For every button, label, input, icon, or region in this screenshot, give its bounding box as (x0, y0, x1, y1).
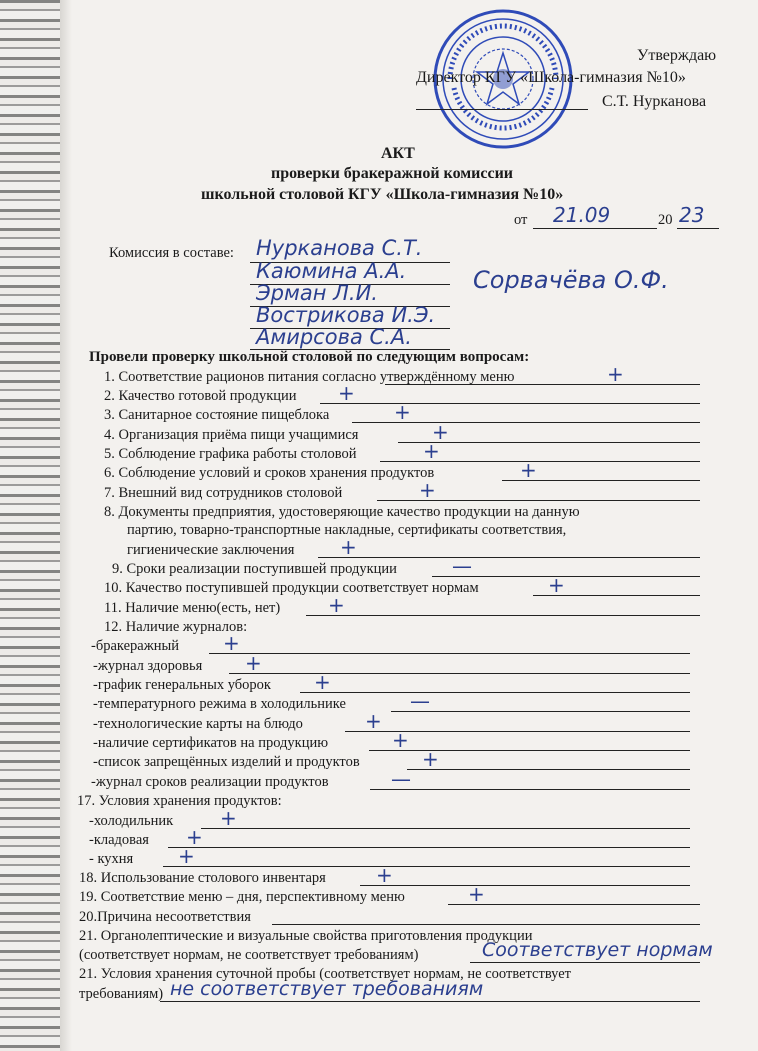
commission-member: Нурканова С.Т. (256, 236, 423, 260)
check-item-text: 20.Причина несоответствия (79, 909, 251, 925)
handwritten-answer: + (392, 728, 409, 752)
scan-edge (0, 0, 60, 1051)
answer-line (272, 924, 700, 925)
check-item-text: -список запрещённых изделий и продуктов (93, 754, 360, 770)
doc-title: АКТ (381, 145, 415, 162)
handwritten-answer: + (178, 844, 195, 868)
handwritten-answer: + (394, 400, 411, 424)
answer-line (163, 866, 690, 867)
check-item-text: требованиям) (79, 986, 164, 1002)
handwritten-answer: не соответствует требованиям (170, 978, 484, 1000)
check-item-text: -журнал сроков реализации продуктов (91, 774, 329, 790)
answer-line (370, 789, 690, 790)
signature-line (416, 109, 588, 110)
handwritten-answer: + (340, 535, 357, 559)
handwritten-answer: — (452, 554, 472, 578)
approval-director: Директор КГУ «Школа-гимназия №10» (416, 69, 686, 86)
date-prefix: от (514, 212, 528, 228)
commission-member-extra: Сорвачёва О.Ф. (473, 266, 669, 294)
handwritten-answer: — (410, 689, 430, 713)
handwritten-answer: + (422, 747, 439, 771)
check-item-text: -кладовая (89, 832, 149, 848)
intro-text: Провели проверку школьной столовой по следующим вопросам: (89, 349, 530, 365)
check-item-text: (соответствует нормам, не соответствует требованиям) (79, 947, 419, 963)
handwritten-answer: + (328, 593, 345, 617)
check-item-text: -журнал здоровья (93, 658, 203, 674)
handwritten-answer: + (314, 670, 331, 694)
handwritten-answer: + (423, 439, 440, 463)
check-item-text: -холодильник (89, 813, 174, 829)
check-item-text: 7. Внешний вид сотрудников столовой (104, 485, 343, 501)
check-item-text: -график генеральных уборок (93, 677, 271, 693)
check-item-text: -наличие сертификатов на продукцию (93, 735, 329, 751)
handwritten-answer: + (245, 651, 262, 675)
answer-line (369, 750, 690, 751)
check-item-text: -температурного режима в холодильнике (93, 696, 346, 712)
handwritten-answer: + (520, 458, 537, 482)
answer-line (407, 769, 690, 770)
commission-member: Вострикова И.Э. (256, 303, 436, 327)
answer-line (201, 828, 690, 829)
check-item-text: 8. Документы предприятия, удостоверяющие качество продукции на данную (104, 504, 580, 520)
commission-label: Комиссия в составе: (109, 245, 234, 261)
handwritten-answer: + (432, 420, 449, 444)
commission-member: Каюмина А.А. (256, 259, 407, 283)
approval-name: С.Т. Нурканова (602, 93, 707, 110)
date-year-prefix: 20 (658, 212, 673, 228)
handwritten-answer: + (186, 825, 203, 849)
handwritten-answer: + (223, 631, 240, 655)
check-item-text: 9. Сроки реализации поступившей продукции (112, 561, 397, 577)
answer-line (168, 847, 690, 848)
check-item-text: 3. Санитарное состояние пищеблока (104, 407, 330, 423)
check-item-text: 18. Использование столового инвентаря (79, 870, 326, 886)
answer-line (391, 711, 690, 712)
check-item-text: 21. Условия хранения суточной пробы (соответствует нормам, не соответствует (79, 966, 571, 982)
check-item-text: 1. Соответствие рационов питания согласно утверждённому меню (104, 369, 515, 385)
handwritten-answer: — (391, 767, 411, 791)
answer-line (448, 904, 700, 905)
handwritten-answer: + (607, 362, 624, 386)
handwritten-answer: + (220, 806, 237, 830)
check-item-text: -технологические карты на блюдо (93, 716, 303, 732)
answer-line (470, 962, 700, 963)
check-item-text: 21. Органолептические и визуальные свойства приготовления продукции (79, 928, 533, 944)
answer-line (300, 692, 690, 693)
answer-line (318, 557, 700, 558)
year-line (677, 228, 719, 229)
date-year: 23 (679, 203, 705, 227)
handwritten-answer: + (338, 381, 355, 405)
check-item-text: 19. Соответствие меню – дня, перспективному меню (79, 889, 405, 905)
check-item-text: партию, товарно-транспортные накладные, сертификаты соответствия, (127, 522, 567, 538)
check-item-text: гигиенические заключения (127, 542, 295, 558)
handwritten-answer: + (376, 863, 393, 887)
doc-subtitle-2: школьной столовой КГУ «Школа-гимназия №10» (201, 186, 564, 203)
check-item-text: 12. Наличие журналов: (104, 619, 248, 635)
check-item-text: -бракеражный (91, 638, 179, 654)
check-item-text: 2. Качество готовой продукции (104, 388, 297, 404)
scan-edge-shadow (60, 0, 72, 1051)
answer-line (209, 653, 690, 654)
check-item-text: 17. Условия хранения продуктов: (77, 793, 282, 809)
check-item-text: 4. Организация приёма пищи учащимися (104, 427, 359, 443)
check-item-text: 5. Соблюдение графика работы столовой (104, 446, 357, 462)
check-item-text: 11. Наличие меню(есть, нет) (104, 600, 281, 616)
handwritten-answer: + (419, 478, 436, 502)
answer-line (320, 403, 700, 404)
handwritten-answer: + (365, 709, 382, 733)
answer-line (360, 885, 690, 886)
answer-line (306, 615, 700, 616)
handwritten-answer: + (548, 573, 565, 597)
handwritten-answer: Соответствует нормам (482, 939, 713, 961)
answer-line (229, 673, 690, 674)
handwritten-answer: + (468, 882, 485, 906)
answer-line (160, 1001, 700, 1002)
doc-subtitle: проверки бракеражной комиссии (271, 165, 514, 182)
answer-line (385, 384, 700, 385)
commission-member: Эрман Л.И. (256, 281, 378, 305)
check-item-text: 10. Качество поступившей продукции соответствует нормам (104, 580, 479, 596)
check-item-text: 6. Соблюдение условий и сроков хранения продуктов (104, 465, 435, 481)
answer-line (432, 576, 700, 577)
approval-label: Утверждаю (637, 47, 717, 64)
commission-member: Амирсова С.А. (256, 325, 412, 349)
check-item-text: - кухня (89, 851, 134, 867)
date-line (533, 228, 657, 229)
date-day: 21.09 (553, 203, 611, 227)
